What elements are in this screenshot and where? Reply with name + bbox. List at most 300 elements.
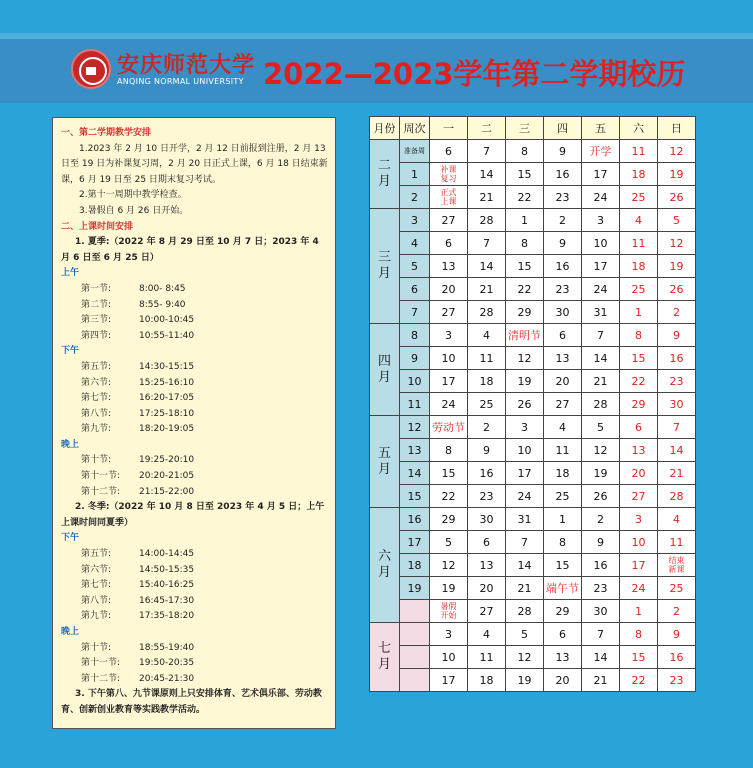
calendar-day-cell: 28 [468, 301, 506, 324]
calendar-day-cell: 1 [620, 600, 658, 623]
calendar-week-row [370, 324, 696, 347]
winter-afternoon-label: 下午 [61, 533, 80, 544]
calendar-day-cell: 18 [468, 669, 506, 692]
calendar-day-cell: 22 [620, 669, 658, 692]
calendar-day-cell: 23 [544, 278, 582, 301]
calendar-day-cell: 23 [658, 669, 696, 692]
calendar-day-cell: 29 [620, 393, 658, 416]
calendar-day-cell: 28 [506, 600, 544, 623]
calendar-day-cell: 7 [506, 531, 544, 554]
week-number: 10 [400, 370, 430, 393]
period-time: 10:00-10:45 [139, 315, 195, 326]
calendar-day-cell: 6 [544, 324, 582, 347]
calendar-day-cell: 7 [468, 140, 506, 163]
semester-calendar-table [369, 116, 696, 692]
calendar-day-cell: 27 [468, 600, 506, 623]
month-label: 三月 [370, 209, 400, 324]
calendar-header-cell: 周次 [400, 117, 430, 140]
calendar-week-row [370, 439, 696, 462]
period-name: 第八节: [81, 408, 112, 419]
calendar-day-cell: 劳动节 [430, 416, 468, 439]
calendar-day-cell: 2 [544, 209, 582, 232]
calendar-day-cell: 6 [544, 623, 582, 646]
class-period-row [61, 578, 329, 594]
calendar-week-row [370, 462, 696, 485]
calendar-week-row [370, 554, 696, 577]
calendar-day-cell: 15 [620, 347, 658, 370]
period-time: 17:25-18:10 [139, 408, 195, 419]
period-time: 21:15-22:00 [139, 486, 195, 497]
calendar-day-cell: 23 [658, 370, 696, 393]
summer-evening-list [61, 453, 329, 500]
week-number: 3 [400, 209, 430, 232]
calendar-day-cell: 结束新课 [658, 554, 696, 577]
calendar-day-cell: 正式上课 [430, 186, 468, 209]
class-period-row [61, 376, 329, 392]
calendar-day-cell: 13 [544, 646, 582, 669]
calendar-day-cell: 19 [582, 462, 620, 485]
calendar-day-cell: 5 [582, 416, 620, 439]
period-name: 第八节: [81, 595, 112, 606]
calendar-day-cell: 21 [468, 186, 506, 209]
calendar-day-cell: 30 [544, 301, 582, 324]
calendar-day-cell: 9 [658, 623, 696, 646]
calendar-day-cell: 27 [430, 301, 468, 324]
calendar-day-cell: 3 [582, 209, 620, 232]
week-number: 18 [400, 554, 430, 577]
winter-schedule-heading: 2. 冬季:（2022 年 10 月 8 日至 2023 年 4 月 5 日；上午上课时间同夏季） [61, 502, 325, 528]
calendar-day-cell: 10 [506, 439, 544, 462]
week-number [400, 669, 430, 692]
calendar-day-cell: 16 [544, 255, 582, 278]
class-period-row [61, 563, 329, 579]
calendar-day-cell: 1 [544, 508, 582, 531]
period-time: 15:25-16:10 [139, 377, 195, 388]
period-time: 19:50-20:35 [139, 658, 195, 669]
calendar-day-cell: 端午节 [544, 577, 582, 600]
calendar-day-cell: 23 [582, 577, 620, 600]
week-number [400, 600, 430, 623]
calendar-day-cell: 9 [582, 531, 620, 554]
calendar-day-cell: 8 [620, 623, 658, 646]
calendar-day-cell: 26 [658, 186, 696, 209]
calendar-day-cell: 17 [582, 163, 620, 186]
period-name: 第七节: [81, 393, 112, 404]
calendar-week-row [370, 669, 696, 692]
calendar-day-cell: 13 [430, 255, 468, 278]
period-time: 17:35-18:20 [139, 611, 195, 622]
calendar-day-cell: 6 [430, 232, 468, 255]
calendar-week-row [370, 508, 696, 531]
calendar-day-cell: 5 [430, 531, 468, 554]
period-time: 18:55-19:40 [139, 642, 195, 653]
calendar-day-cell: 10 [430, 347, 468, 370]
university-name-en: ANQING NORMAL UNIVERSITY [117, 77, 244, 86]
calendar-day-cell: 13 [620, 439, 658, 462]
teaching-item-3: 3.暑假自 6 月 26 日开始。 [79, 205, 189, 216]
calendar-week-row [370, 232, 696, 255]
calendar-day-cell: 1 [620, 301, 658, 324]
calendar-day-cell: 27 [544, 393, 582, 416]
calendar-day-cell: 18 [468, 370, 506, 393]
period-time: 15:40-16:25 [139, 580, 195, 591]
calendar-day-cell: 2 [468, 416, 506, 439]
calendar-day-cell: 9 [468, 439, 506, 462]
period-name: 第十一节: [81, 658, 121, 669]
calendar-day-cell: 11 [658, 531, 696, 554]
week-number: 2 [400, 186, 430, 209]
week-number: 准备周 [400, 140, 430, 163]
week-number: 17 [400, 531, 430, 554]
calendar-day-cell: 14 [468, 255, 506, 278]
calendar-day-cell: 20 [430, 278, 468, 301]
practice-note: 3. 下午第八、九节课原则上只安排体育、艺术俱乐部、劳动教育、创新创业教育等实践教学活动。 [61, 689, 322, 715]
class-period-row [61, 407, 329, 423]
calendar-week-row [370, 255, 696, 278]
calendar-day-cell: 27 [430, 209, 468, 232]
calendar-day-cell: 11 [544, 439, 582, 462]
calendar-day-cell: 16 [582, 554, 620, 577]
period-name: 第四节: [81, 330, 112, 341]
calendar-day-cell: 18 [620, 255, 658, 278]
calendar-day-cell: 26 [506, 393, 544, 416]
class-period-row [61, 547, 329, 563]
schedule-info-panel [52, 117, 336, 729]
calendar-header-cell: 三 [506, 117, 544, 140]
calendar-day-cell: 12 [658, 232, 696, 255]
period-name: 第九节: [81, 424, 112, 435]
calendar-day-cell: 24 [582, 278, 620, 301]
calendar-day-cell: 4 [468, 324, 506, 347]
calendar-day-cell: 16 [658, 646, 696, 669]
class-period-row [61, 609, 329, 625]
calendar-day-cell: 31 [506, 508, 544, 531]
calendar-day-cell: 17 [430, 370, 468, 393]
calendar-day-cell: 5 [506, 623, 544, 646]
calendar-day-cell: 开学 [582, 140, 620, 163]
calendar-header-cell: 二 [468, 117, 506, 140]
calendar-day-cell: 25 [620, 186, 658, 209]
calendar-day-cell: 11 [620, 140, 658, 163]
class-period-row [61, 656, 329, 672]
week-number: 4 [400, 232, 430, 255]
calendar-day-cell: 13 [468, 554, 506, 577]
period-time: 19:25-20:10 [139, 455, 195, 466]
period-name: 第六节: [81, 564, 112, 575]
calendar-day-cell: 19 [658, 255, 696, 278]
calendar-day-cell: 28 [582, 393, 620, 416]
calendar-week-row [370, 163, 696, 186]
period-name: 第六节: [81, 377, 112, 388]
calendar-day-cell: 22 [506, 278, 544, 301]
calendar-day-cell: 25 [620, 278, 658, 301]
calendar-day-cell: 补课复习 [430, 163, 468, 186]
class-period-row [61, 391, 329, 407]
period-time: 18:20-19:05 [139, 424, 195, 435]
calendar-day-cell: 22 [620, 370, 658, 393]
calendar-header-cell: 月份 [370, 117, 400, 140]
week-number: 13 [400, 439, 430, 462]
calendar-day-cell: 8 [544, 531, 582, 554]
calendar-header-cell: 六 [620, 117, 658, 140]
calendar-day-cell: 16 [658, 347, 696, 370]
class-period-row [61, 485, 329, 501]
calendar-day-cell: 3 [620, 508, 658, 531]
calendar-day-cell: 9 [544, 232, 582, 255]
calendar-day-cell: 28 [468, 209, 506, 232]
calendar-week-row [370, 393, 696, 416]
calendar-day-cell: 3 [430, 623, 468, 646]
calendar-day-cell: 17 [620, 554, 658, 577]
calendar-day-cell: 29 [506, 301, 544, 324]
summer-morning-label: 上午 [61, 268, 80, 279]
week-number: 5 [400, 255, 430, 278]
calendar-day-cell: 6 [620, 416, 658, 439]
calendar-day-cell: 8 [506, 140, 544, 163]
period-name: 第十一节: [81, 471, 121, 482]
calendar-day-cell: 8 [506, 232, 544, 255]
calendar-day-cell: 29 [544, 600, 582, 623]
calendar-header-cell: 一 [430, 117, 468, 140]
class-period-row [61, 329, 329, 345]
week-number [400, 623, 430, 646]
period-name: 第一节: [81, 283, 112, 294]
calendar-day-cell: 18 [544, 462, 582, 485]
period-time: 16:20-17:05 [139, 393, 195, 404]
calendar-header-cell: 日 [658, 117, 696, 140]
week-number: 15 [400, 485, 430, 508]
calendar-day-cell: 4 [544, 416, 582, 439]
calendar-week-row [370, 416, 696, 439]
calendar-day-cell: 30 [658, 393, 696, 416]
period-time: 14:50-15:35 [139, 564, 195, 575]
week-number [400, 646, 430, 669]
class-period-row [61, 469, 329, 485]
period-time: 8:00- 8:45 [139, 283, 186, 294]
calendar-day-cell: 7 [582, 324, 620, 347]
calendar-day-cell: 12 [430, 554, 468, 577]
period-name: 第九节: [81, 611, 112, 622]
calendar-week-row [370, 531, 696, 554]
page-title: 2022—2023学年第二学期校历 [263, 57, 686, 91]
calendar-day-cell: 12 [506, 646, 544, 669]
calendar-day-cell: 24 [582, 186, 620, 209]
calendar-day-cell: 16 [544, 163, 582, 186]
summer-afternoon-label: 下午 [61, 346, 80, 357]
calendar-day-cell: 21 [658, 462, 696, 485]
calendar-day-cell: 3 [430, 324, 468, 347]
calendar-day-cell: 25 [658, 577, 696, 600]
calendar-day-cell: 9 [658, 324, 696, 347]
calendar-week-row [370, 600, 696, 623]
calendar-day-cell: 7 [582, 623, 620, 646]
calendar-day-cell: 2 [658, 301, 696, 324]
calendar-day-cell: 17 [430, 669, 468, 692]
calendar-day-cell: 28 [658, 485, 696, 508]
period-time: 20:20-21:05 [139, 471, 195, 482]
calendar-day-cell: 25 [544, 485, 582, 508]
calendar-day-cell: 10 [582, 232, 620, 255]
calendar-day-cell: 24 [620, 577, 658, 600]
calendar-day-cell: 1 [506, 209, 544, 232]
class-period-row [61, 453, 329, 469]
week-number: 14 [400, 462, 430, 485]
class-period-row [61, 360, 329, 376]
calendar-day-cell: 22 [430, 485, 468, 508]
calendar-day-cell: 17 [506, 462, 544, 485]
winter-evening-list [61, 641, 329, 688]
calendar-week-row [370, 301, 696, 324]
calendar-day-cell: 19 [430, 577, 468, 600]
university-logo-icon [71, 49, 111, 89]
calendar-day-cell: 5 [658, 209, 696, 232]
month-label: 四月 [370, 324, 400, 416]
calendar-day-cell: 7 [468, 232, 506, 255]
calendar-week-row [370, 209, 696, 232]
calendar-week-row [370, 186, 696, 209]
calendar-day-cell: 21 [582, 370, 620, 393]
calendar-week-row [370, 347, 696, 370]
winter-evening-label: 晚上 [61, 627, 80, 637]
calendar-day-cell: 12 [582, 439, 620, 462]
calendar-day-cell: 6 [430, 140, 468, 163]
period-name: 第五节: [81, 361, 112, 372]
calendar-day-cell: 4 [658, 508, 696, 531]
calendar-day-cell: 14 [468, 163, 506, 186]
class-period-row [61, 641, 329, 657]
calendar-day-cell: 14 [506, 554, 544, 577]
calendar-day-cell: 暑假开始 [430, 600, 468, 623]
calendar-day-cell: 30 [582, 600, 620, 623]
calendar-week-row [370, 370, 696, 393]
calendar-day-cell: 11 [620, 232, 658, 255]
period-time: 10:55-11:40 [139, 330, 195, 341]
week-number: 16 [400, 508, 430, 531]
calendar-day-cell: 4 [468, 623, 506, 646]
period-time: 20:45-21:30 [139, 673, 195, 684]
calendar-day-cell: 20 [468, 577, 506, 600]
calendar-day-cell: 14 [582, 646, 620, 669]
period-time: 14:00-14:45 [139, 549, 195, 560]
calendar-day-cell: 29 [430, 508, 468, 531]
summer-afternoon-list [61, 360, 329, 438]
calendar-day-cell: 26 [582, 485, 620, 508]
summer-morning-list [61, 282, 329, 344]
week-number: 9 [400, 347, 430, 370]
calendar-day-cell: 15 [430, 462, 468, 485]
period-name: 第五节: [81, 549, 112, 560]
week-number: 11 [400, 393, 430, 416]
calendar-day-cell: 20 [544, 669, 582, 692]
calendar-day-cell: 12 [506, 347, 544, 370]
calendar-day-cell: 8 [430, 439, 468, 462]
university-name-cn: 安庆师范大学 [117, 52, 256, 78]
calendar-week-row [370, 278, 696, 301]
period-name: 第十二节: [81, 486, 121, 497]
month-label: 七月 [370, 623, 400, 692]
calendar-day-cell: 10 [620, 531, 658, 554]
calendar-day-cell: 21 [506, 577, 544, 600]
calendar-day-cell: 19 [506, 370, 544, 393]
calendar-day-cell: 13 [544, 347, 582, 370]
period-time: 14:30-15:15 [139, 361, 195, 372]
calendar-day-cell: 17 [582, 255, 620, 278]
week-number: 8 [400, 324, 430, 347]
calendar-day-cell: 2 [658, 600, 696, 623]
class-period-row [61, 313, 329, 329]
calendar-day-cell: 7 [658, 416, 696, 439]
calendar-day-cell: 21 [582, 669, 620, 692]
period-name: 第七节: [81, 580, 112, 591]
calendar-day-cell: 11 [468, 646, 506, 669]
week-number: 7 [400, 301, 430, 324]
calendar-day-cell: 10 [430, 646, 468, 669]
calendar-day-cell: 21 [468, 278, 506, 301]
period-name: 第二节: [81, 299, 112, 310]
calendar-day-cell: 18 [620, 163, 658, 186]
section-class-time-title: 二、上课时间安排 [61, 221, 134, 232]
week-number: 19 [400, 577, 430, 600]
calendar-day-cell: 15 [544, 554, 582, 577]
calendar-day-cell: 31 [582, 301, 620, 324]
calendar-day-cell: 4 [620, 209, 658, 232]
calendar-day-cell: 19 [506, 669, 544, 692]
month-label: 五月 [370, 416, 400, 508]
header-highlight [0, 33, 753, 39]
calendar-week-row [370, 140, 696, 163]
section-teaching-title: 一、第二学期教学安排 [61, 128, 152, 138]
calendar-day-cell: 20 [544, 370, 582, 393]
calendar-day-cell: 24 [506, 485, 544, 508]
class-period-row [61, 298, 329, 314]
calendar-day-cell: 23 [468, 485, 506, 508]
period-name: 第十二节: [81, 673, 121, 684]
week-number: 1 [400, 163, 430, 186]
calendar-day-cell: 6 [468, 531, 506, 554]
summer-evening-label: 晚上 [61, 439, 80, 450]
calendar-day-cell: 22 [506, 186, 544, 209]
calendar-day-cell: 15 [506, 255, 544, 278]
period-name: 第十节: [81, 455, 112, 466]
period-time: 8:55- 9:40 [139, 299, 186, 310]
class-period-row [61, 422, 329, 438]
calendar-week-row [370, 623, 696, 646]
summer-schedule-heading: 1. 夏季:（2022 年 8 月 29 日至 10 月 7 日；2023 年 4 月 6 日至 6 月 25 日） [61, 237, 319, 263]
month-label: 二月 [370, 140, 400, 209]
calendar-day-cell: 11 [468, 347, 506, 370]
calendar-day-cell: 24 [430, 393, 468, 416]
calendar-day-cell: 30 [468, 508, 506, 531]
calendar-header-cell: 五 [582, 117, 620, 140]
calendar-day-cell: 23 [544, 186, 582, 209]
class-period-row [61, 672, 329, 688]
calendar-day-cell: 16 [468, 462, 506, 485]
calendar-day-cell: 19 [658, 163, 696, 186]
calendar-week-row [370, 485, 696, 508]
period-name: 第三节: [81, 315, 112, 326]
class-period-row [61, 282, 329, 298]
teaching-item-1: 1.2023 年 2 月 10 日开学，2 月 12 日前报到注册，2 月 13 日至 19 日为补课复习周，2 月 20 日正式上课，6 月 18 日结束新课，6 月 19 日至 25 日期末复习考试。 [61, 143, 328, 185]
month-label: 六月 [370, 508, 400, 623]
calendar-day-cell: 26 [658, 278, 696, 301]
calendar-day-cell: 12 [658, 140, 696, 163]
calendar-day-cell: 2 [582, 508, 620, 531]
calendar-day-cell: 清明节 [506, 324, 544, 347]
calendar-day-cell: 14 [582, 347, 620, 370]
calendar-week-row [370, 577, 696, 600]
period-time: 16:45-17:30 [139, 595, 195, 606]
week-number: 6 [400, 278, 430, 301]
